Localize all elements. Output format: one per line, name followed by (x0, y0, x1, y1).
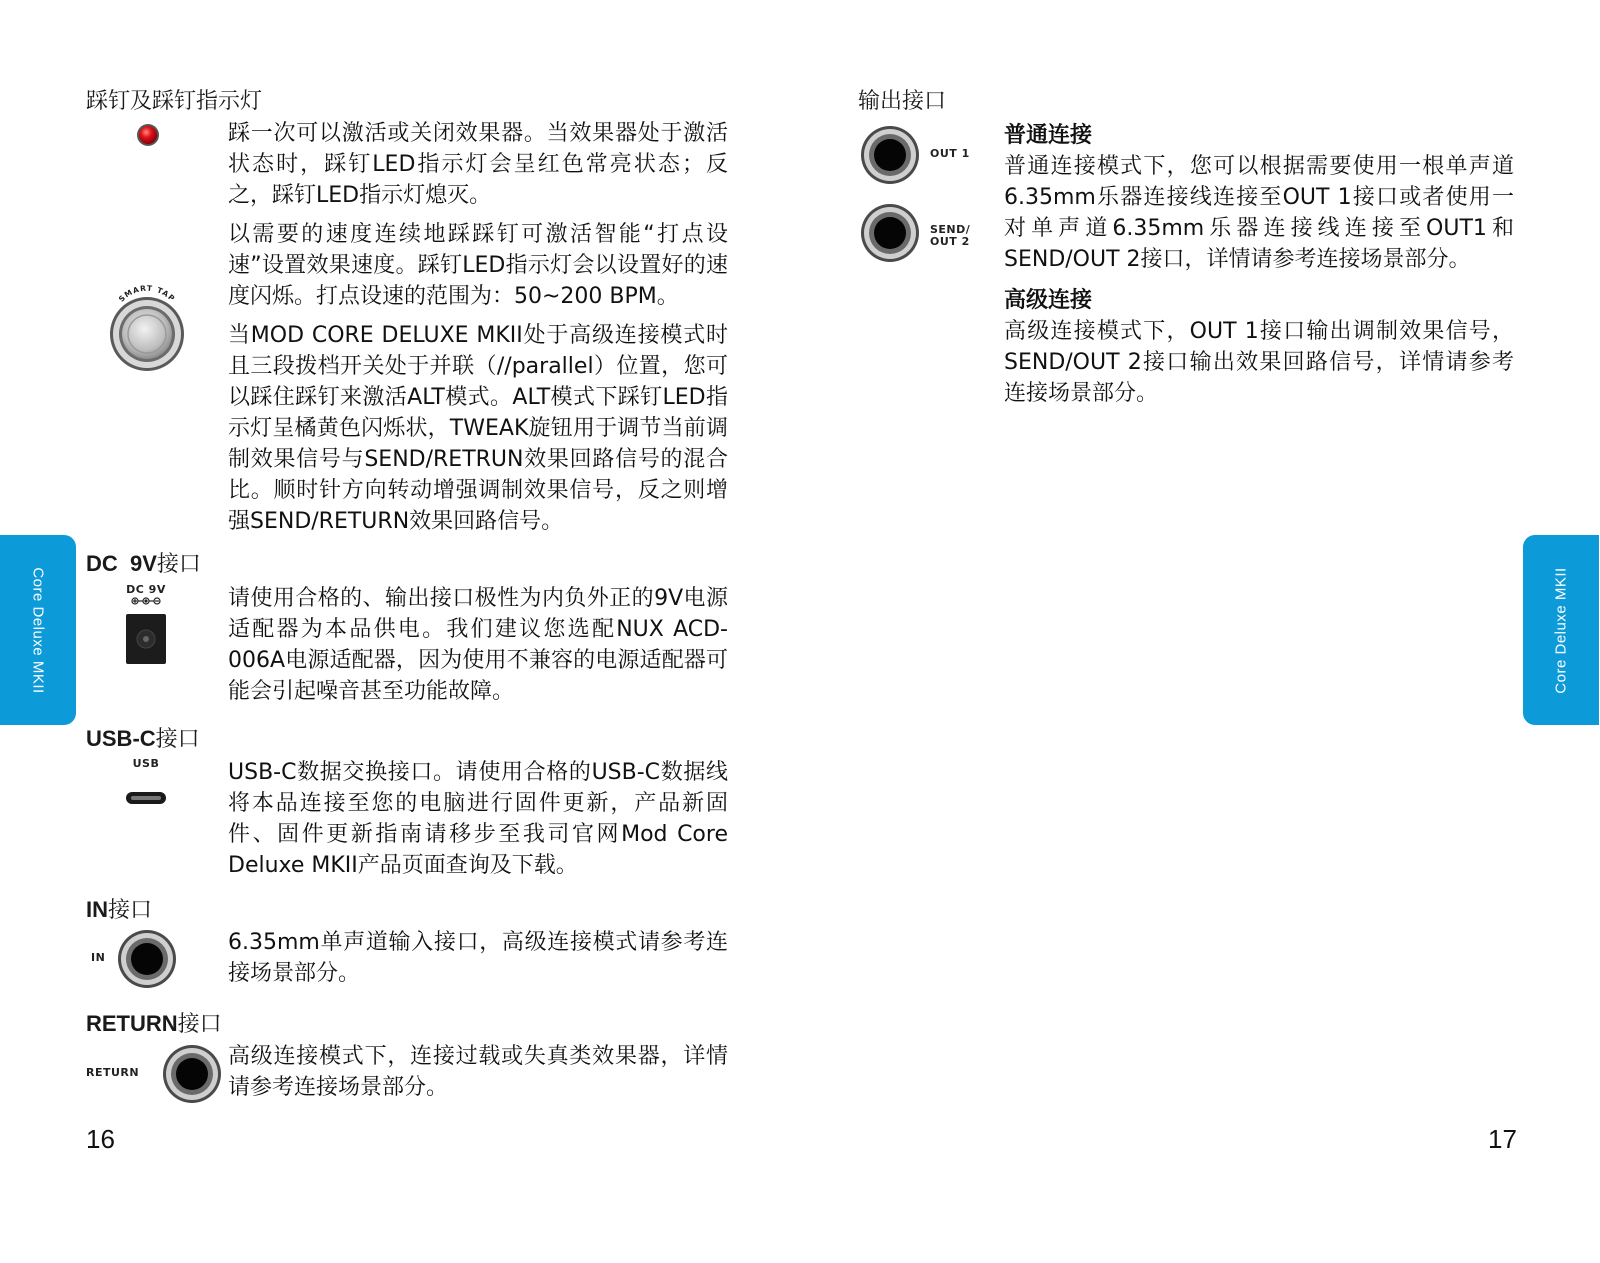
send-out2-label-line2: OUT 2 (930, 235, 970, 248)
footswitch-paragraph-2: 以需要的速度连续地踩踩钉可激活智能“打点设速”设置效果速度。踩钉LED指示灯会以设置好的速度闪烁。打点设速的范围为：50~200 BPM。 (228, 222, 728, 309)
normal-connection-title: 普通连接 (1004, 123, 1093, 148)
dc-title-rest: 接口 (156, 552, 201, 577)
normal-connection-text: 普通连接模式下，您可以根据需要使用一根单声道6.35mm乐器连接线连接至OUT 1接口或者使用一对单声道6.35mm乐器连接线连接至OUT1和SEND/OUT 2接口，详情请参考连接场景部分。 (1004, 154, 1514, 272)
page-number-right: 17 (1488, 1124, 1517, 1154)
in-jack-label: IN (91, 951, 106, 964)
page-number-left: 16 (86, 1124, 115, 1154)
output-title: 输出接口 (858, 89, 947, 114)
return-description: 高级连接模式下，连接过载或失真类效果器，详情请参考连接场景部分。 (228, 1044, 728, 1100)
return-title-rest: 接口 (177, 1012, 222, 1037)
dc-title (86, 547, 201, 578)
footswitch-paragraph-3: 当MOD CORE DELUXE MKII处于高级连接模式时且三段拨档开关处于并联（//parallel）位置，您可以踩住踩钉来激活ALT模式。ALT模式下踩钉LED指示灯呈橘黄色闪烁状，TWEAK旋钮用于调节当前调制效果信号与SEND/RETRUN效果回路信号的混合比。顺时针方向转动增强调制效果信号，反之则增强SEND/RETURN效果回路信号。 (228, 323, 728, 534)
send-out2-label-line1: SEND/ (930, 223, 971, 236)
in-title-rest: 接口 (108, 898, 153, 923)
send-out2-jack-label (930, 224, 970, 248)
side-tab-right (1523, 535, 1599, 725)
usb-title-bold: USB-C (86, 726, 156, 751)
advanced-connection-title: 高级连接 (1004, 288, 1093, 313)
footswitch-description (228, 118, 728, 545)
dc-description: 请使用合格的、输出接口极性为内负外正的9V电源适配器为本品供电。我们建议您选配NUX ACD-006A电源适配器，因为使用不兼容的电源适配器可能会引起噪音甚至功能故障。 (228, 586, 728, 704)
side-tab-left (0, 535, 76, 725)
usb-c-port-icon (124, 758, 168, 810)
led-indicator-icon (136, 123, 160, 147)
usb-title (86, 722, 200, 753)
advanced-connection-text: 高级连接模式下，OUT 1接口输出调制效果信号，SEND/OUT 2接口输出效果回路信号，详情请参考连接场景部分。 (1004, 319, 1514, 406)
out1-jack-icon (860, 125, 920, 185)
send-out2-jack-icon (860, 203, 920, 263)
dc-jack-label: DC 9V (126, 583, 166, 596)
return-jack-label: RETURN (86, 1066, 140, 1079)
in-jack-icon (117, 929, 177, 989)
side-tab-right-label: Core Deluxe MKII (1552, 566, 1570, 694)
in-title-bold: IN (86, 897, 108, 922)
dc-power-jack-icon (118, 584, 174, 682)
footswitch-paragraph-1: 踩一次可以激活或关闭效果器。当效果器处于激活状态时，踩钉LED指示灯会呈红色常亮状态；反之，踩钉LED指示灯熄灭。 (228, 121, 728, 208)
in-title (86, 893, 152, 924)
in-description: 6.35mm单声道输入接口，高级连接模式请参考连接场景部分。 (228, 930, 728, 986)
usb-description: USB-C数据交换接口。请使用合格的USB-C数据线将本品连接至您的电脑进行固件更新，产品新固件、固件更新指南请移步至我司官网Mod Core Deluxe MKII产品页面查询及下载。 (228, 760, 728, 878)
output-description (1004, 120, 1514, 409)
dc-title-bold: DC 9V (86, 551, 157, 576)
smart-tap-footswitch-icon (103, 280, 189, 372)
out1-jack-label: OUT 1 (930, 147, 970, 160)
usb-jack-label: USB (132, 757, 160, 770)
usb-title-rest: 接口 (155, 727, 200, 752)
smart-tap-label: SMART TAP (116, 283, 178, 304)
side-tab-left-label: Core Deluxe MKII (29, 566, 47, 694)
return-title-bold: RETURN (86, 1011, 178, 1036)
return-jack-icon (162, 1044, 222, 1104)
footswitch-title: 踩钉及踩钉指示灯 (86, 89, 263, 114)
return-title (86, 1007, 222, 1038)
